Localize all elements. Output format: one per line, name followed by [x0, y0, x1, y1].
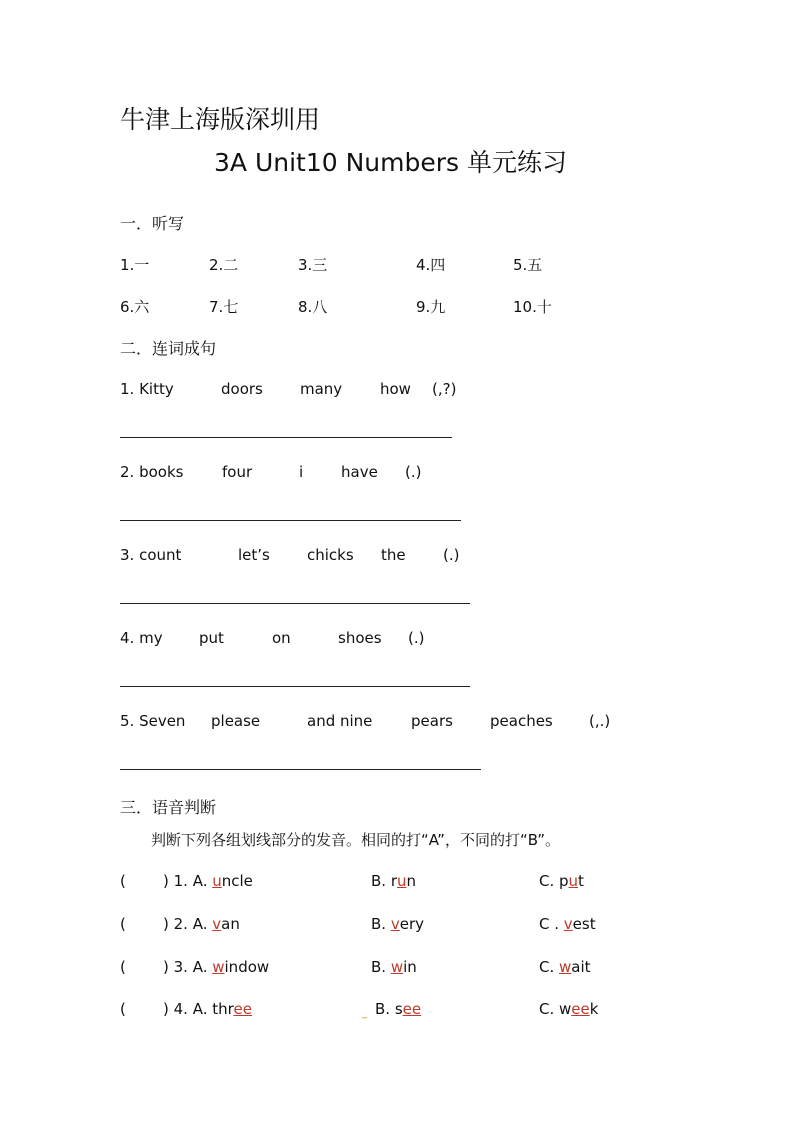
word: 2. books [120, 463, 184, 481]
punctuation: (,.) [589, 712, 611, 730]
option-c: C. put [539, 872, 584, 890]
phonics-row-1: ) 1. A. uncle [163, 872, 253, 890]
word: pears [411, 712, 453, 730]
dictation-item: 7.七 [209, 298, 239, 316]
answer-line[interactable] [120, 437, 452, 438]
dictation-item: 6.六 [120, 298, 150, 316]
answer-line[interactable] [120, 769, 481, 770]
option-b: B. see [375, 1000, 422, 1018]
option-b: B. run [371, 872, 417, 890]
answer-line[interactable] [120, 520, 461, 521]
word: 3. count [120, 546, 182, 564]
section-1-heading: 一．听写 [120, 214, 185, 233]
dictation-item: 2.二 [209, 256, 239, 274]
word: how [380, 380, 411, 398]
dictation-item: 1.一 [120, 256, 150, 274]
page-title: 牛津上海版深圳用 [120, 105, 321, 134]
option-c: C. week [539, 1000, 599, 1018]
section-3-heading: 三．语音判断 [120, 798, 217, 817]
answer-paren-open[interactable]: ( [120, 872, 126, 890]
dictation-item: 3.三 [298, 256, 328, 274]
page-subtitle: 3A Unit10 Numbers 单元练习 [214, 148, 568, 177]
word: on [272, 629, 291, 647]
word: 1. Kitty [120, 380, 174, 398]
word: the [381, 546, 406, 564]
phonics-row-2: ) 2. A. van [163, 915, 240, 933]
word: 4. my [120, 629, 163, 647]
option-b: B. very [371, 915, 424, 933]
phonics-row-3: ) 3. A. window [163, 958, 270, 976]
word: please [211, 712, 261, 730]
word: peaches [490, 712, 553, 730]
answer-line[interactable] [120, 603, 470, 604]
punctuation: (.) [443, 546, 460, 564]
dictation-item: 8.八 [298, 298, 328, 316]
phonics-row-4: ) 4. A. three [163, 1000, 252, 1018]
word: shoes [338, 629, 382, 647]
stray-mark: _ [362, 1008, 367, 1019]
dictation-item: 10.十 [513, 298, 552, 316]
word: doors [221, 380, 263, 398]
word: many [300, 380, 343, 398]
option-b: B. win [371, 958, 417, 976]
dictation-item: 9.九 [416, 298, 446, 316]
instruction: 判断下列各组划线部分的发音。相同的打“A”，不同的打“B”。 [151, 831, 560, 849]
word: let’s [238, 546, 270, 564]
answer-paren-open[interactable]: ( [120, 1000, 126, 1018]
dictation-item: 4.四 [416, 256, 446, 274]
punctuation: (,?) [432, 380, 457, 398]
word: chicks [307, 546, 354, 564]
word: four [222, 463, 253, 481]
punctuation: (.) [405, 463, 422, 481]
answer-line[interactable] [120, 686, 470, 687]
option-c: C . vest [539, 915, 596, 933]
answer-paren-open[interactable]: ( [120, 915, 126, 933]
section-2-heading: 二．连词成句 [120, 339, 217, 358]
word: and nine [307, 712, 373, 730]
punctuation: (.) [408, 629, 425, 647]
word: 5. Seven [120, 712, 186, 730]
word: i [299, 463, 304, 481]
option-c: C. wait [539, 958, 591, 976]
word: put [199, 629, 224, 647]
dictation-item: 5.五 [513, 256, 543, 274]
answer-paren-open[interactable]: ( [120, 958, 126, 976]
word: have [341, 463, 378, 481]
